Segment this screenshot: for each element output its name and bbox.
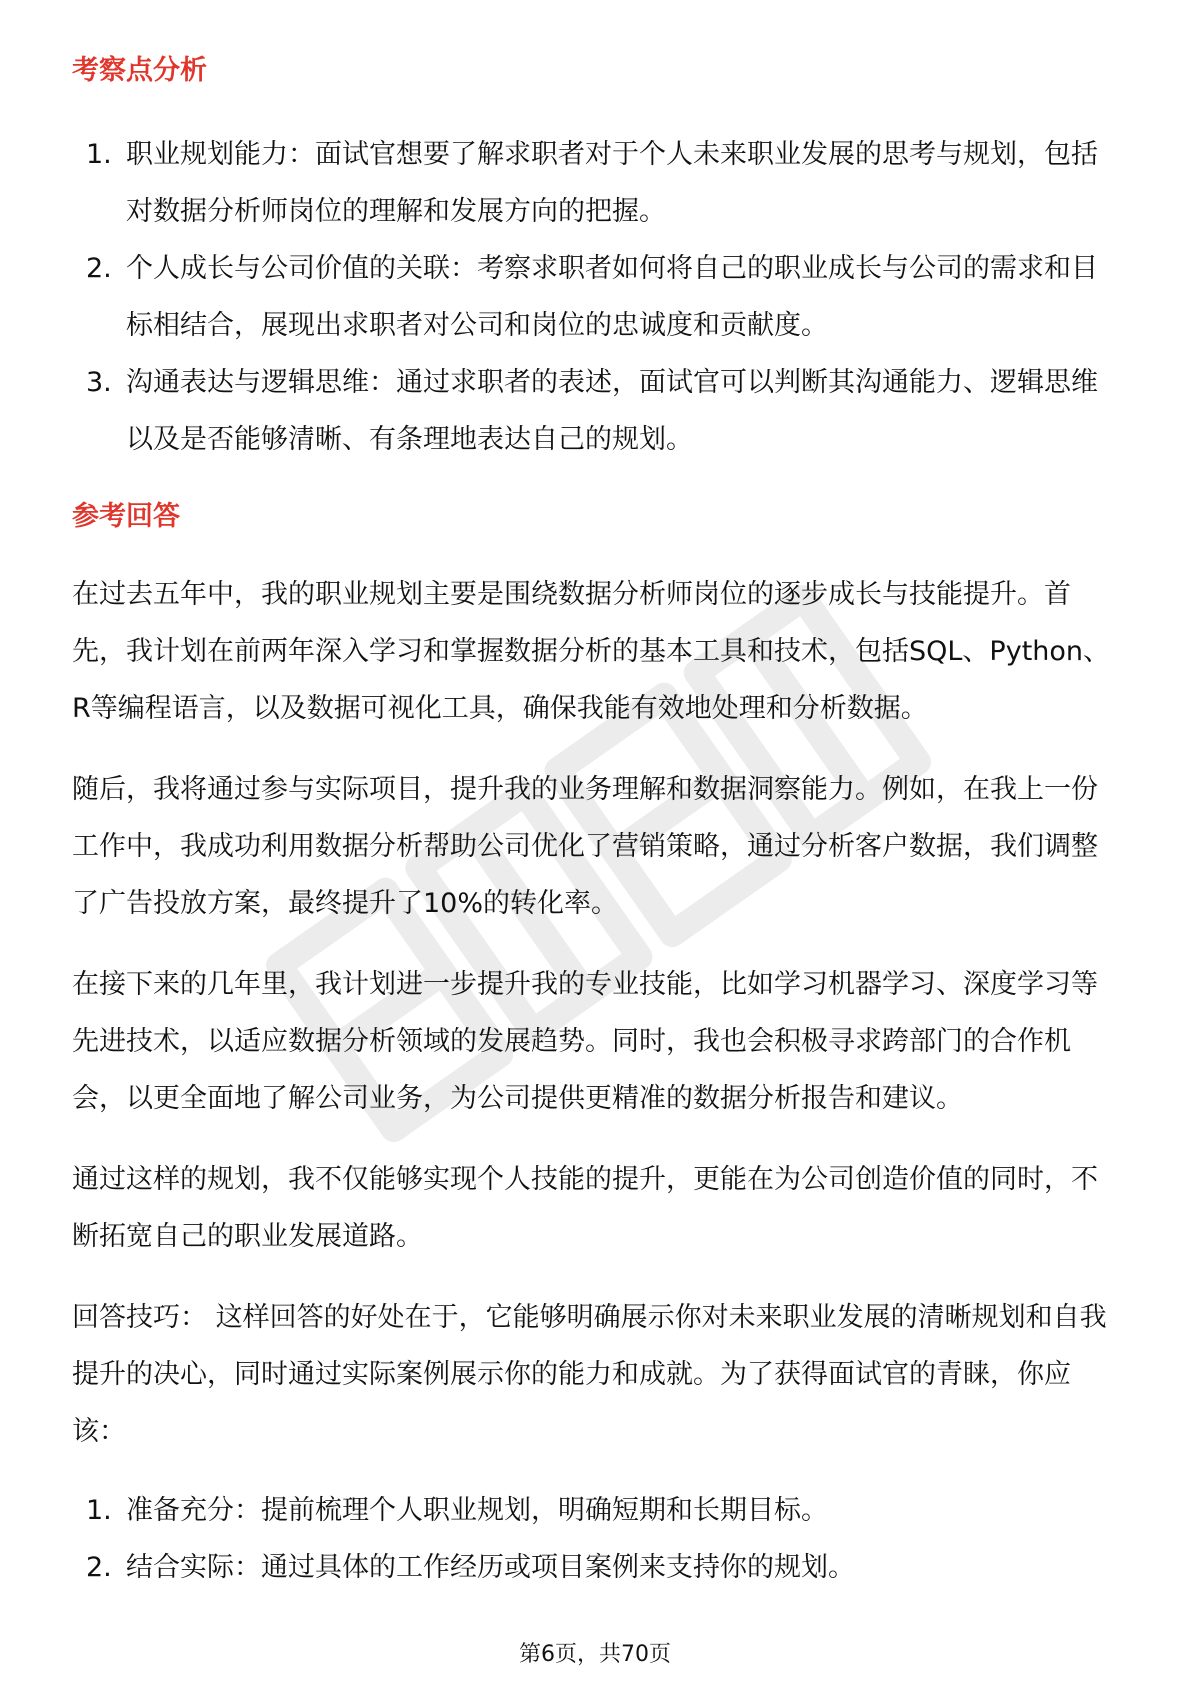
answer-heading: 参考回答 <box>72 501 180 532</box>
page-number: 第6页，共70页 <box>519 1642 671 1667</box>
answer-paragraph: 在接下来的几年里，我计划进一步提升我的专业技能，比如学习机器学习、深度学习等先进技术，以适应数据分析领域的发展趋势。同时，我也会积极寻求跨部门的合作机会，以更全面地了解公司业务，为公司提供更精准的数据分析报告和建议。 <box>72 969 1098 1114</box>
list-number: 2. <box>86 1552 112 1583</box>
list-number: 1. <box>86 1495 112 1526</box>
answer-paragraph: 在过去五年中，我的职业规划主要是围绕数据分析师岗位的逐步成长与技能提升。首先，我计划在前两年深入学习和掌握数据分析的基本工具和技术，包括SQL、Python、R等编程语言，以及数据可视化工具，确保我能有效地处理和分析数据。 <box>72 579 1111 724</box>
list-item <box>72 354 1118 468</box>
list-number: 2. <box>86 253 112 284</box>
list-item <box>72 1539 1118 1596</box>
list-item-text: 职业规划能力：面试官想要了解求职者对于个人未来职业发展的思考与规划，包括对数据分析师岗位的理解和发展方向的把握。 <box>126 139 1098 227</box>
list-item <box>72 240 1118 354</box>
analysis-list <box>72 126 1118 468</box>
tips-intro: 回答技巧： 这样回答的好处在于，它能够明确展示你对未来职业发展的清晰规划和自我提升的决心，同时通过实际案例展示你的能力和成就。为了获得面试官的青睐，你应该： <box>72 1302 1107 1447</box>
list-number: 1. <box>86 139 112 170</box>
list-item <box>72 126 1118 240</box>
list-item-text: 沟通表达与逻辑思维：通过求职者的表述，面试官可以判断其沟通能力、逻辑思维以及是否能够清晰、有条理地表达自己的规划。 <box>126 367 1098 455</box>
document-content <box>72 48 1118 1596</box>
list-item-text: 结合实际：通过具体的工作经历或项目案例来支持你的规划。 <box>126 1552 855 1583</box>
analysis-heading: 考察点分析 <box>72 55 207 86</box>
answer-paragraph: 随后，我将通过参与实际项目，提升我的业务理解和数据洞察能力。例如，在我上一份工作中，我成功利用数据分析帮助公司优化了营销策略，通过分析客户数据，我们调整了广告投放方案，最终提升了10%的转化率。 <box>72 774 1098 919</box>
list-item-text: 个人成长与公司价值的关联：考察求职者如何将自己的职业成长与公司的需求和目标相结合，展现出求职者对公司和岗位的忠诚度和贡献度。 <box>126 253 1098 341</box>
list-item <box>72 1482 1118 1539</box>
answer-paragraph: 通过这样的规划，我不仅能够实现个人技能的提升，更能在为公司创造价值的同时，不断拓宽自己的职业发展道路。 <box>72 1164 1098 1252</box>
tips-list <box>72 1482 1118 1596</box>
list-number: 3. <box>86 367 112 398</box>
list-item-text: 准备充分：提前梳理个人职业规划，明确短期和长期目标。 <box>126 1495 828 1526</box>
